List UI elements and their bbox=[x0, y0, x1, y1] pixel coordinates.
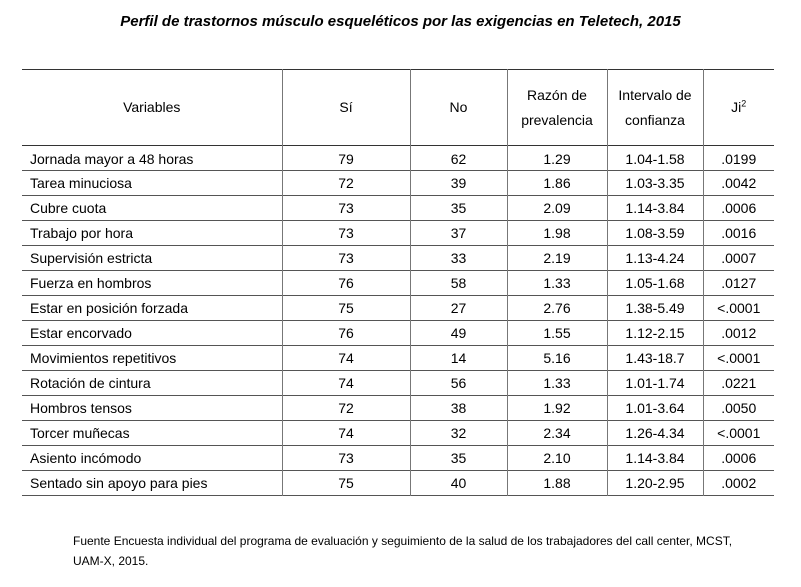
cell-intervalo: 1.08-3.59 bbox=[607, 221, 703, 246]
cell-variable: Rotación de cintura bbox=[22, 371, 282, 396]
source-line-1: Fuente Encuesta individual del programa de evaluación y seguimiento de la salud de los trabajadores del call center, MCST, bbox=[73, 534, 733, 548]
header-ji-superscript: 2 bbox=[741, 98, 747, 109]
cell-intervalo: 1.01-3.64 bbox=[607, 396, 703, 421]
cell-razon: 1.86 bbox=[507, 171, 607, 196]
cell-variable: Sentado sin apoyo para pies bbox=[22, 471, 282, 496]
cell-si: 72 bbox=[282, 396, 410, 421]
table-body bbox=[22, 146, 774, 496]
table-row bbox=[22, 346, 774, 371]
cell-si: 73 bbox=[282, 246, 410, 271]
cell-ji: .0199 bbox=[703, 146, 774, 171]
cell-si: 73 bbox=[282, 196, 410, 221]
cell-variable: Cubre cuota bbox=[22, 196, 282, 221]
cell-ji: .0006 bbox=[703, 446, 774, 471]
cell-variable: Jornada mayor a 48 horas bbox=[22, 146, 282, 171]
prevalence-table bbox=[22, 69, 774, 496]
cell-variable: Estar en posición forzada bbox=[22, 296, 282, 321]
cell-variable: Supervisión estricta bbox=[22, 246, 282, 271]
source-line-2: UAM-X, 2015. bbox=[73, 554, 149, 568]
header-ji-base: Ji bbox=[731, 99, 742, 115]
cell-ji: <.0001 bbox=[703, 421, 774, 446]
cell-ji: .0006 bbox=[703, 196, 774, 221]
cell-no: 37 bbox=[410, 221, 507, 246]
table-row bbox=[22, 171, 774, 196]
header-razon-line1: Razón de bbox=[527, 86, 587, 103]
cell-no: 40 bbox=[410, 471, 507, 496]
cell-ji: .0050 bbox=[703, 396, 774, 421]
cell-razon: 1.88 bbox=[507, 471, 607, 496]
cell-si: 73 bbox=[282, 221, 410, 246]
table-row bbox=[22, 371, 774, 396]
cell-ji: <.0001 bbox=[703, 346, 774, 371]
header-razon-line2: prevalencia bbox=[521, 111, 593, 128]
cell-ji: .0221 bbox=[703, 371, 774, 396]
cell-si: 72 bbox=[282, 171, 410, 196]
cell-razon: 1.33 bbox=[507, 371, 607, 396]
cell-si: 74 bbox=[282, 371, 410, 396]
cell-razon: 1.92 bbox=[507, 396, 607, 421]
cell-intervalo: 1.20-2.95 bbox=[607, 471, 703, 496]
cell-intervalo: 1.13-4.24 bbox=[607, 246, 703, 271]
cell-intervalo: 1.03-3.35 bbox=[607, 171, 703, 196]
cell-variable: Torcer muñecas bbox=[22, 421, 282, 446]
cell-intervalo: 1.12-2.15 bbox=[607, 321, 703, 346]
cell-razon: 1.33 bbox=[507, 271, 607, 296]
table-row bbox=[22, 271, 774, 296]
header-intervalo bbox=[607, 70, 703, 146]
cell-ji: .0007 bbox=[703, 246, 774, 271]
cell-variable: Hombros tensos bbox=[22, 396, 282, 421]
table-row bbox=[22, 446, 774, 471]
cell-si: 73 bbox=[282, 446, 410, 471]
cell-intervalo: 1.01-1.74 bbox=[607, 371, 703, 396]
cell-intervalo: 1.14-3.84 bbox=[607, 196, 703, 221]
header-intervalo-line1: Intervalo de bbox=[618, 86, 692, 103]
cell-si: 75 bbox=[282, 296, 410, 321]
table-row bbox=[22, 146, 774, 171]
cell-razon: 2.34 bbox=[507, 421, 607, 446]
source-note bbox=[73, 531, 773, 571]
cell-si: 75 bbox=[282, 471, 410, 496]
table-row bbox=[22, 396, 774, 421]
header-no: No bbox=[410, 70, 507, 146]
header-row bbox=[22, 70, 774, 146]
table-title: Perfil de trastornos músculo esqueléticos por las exigencias en Teletech, 2015 bbox=[120, 13, 681, 30]
cell-intervalo: 1.05-1.68 bbox=[607, 271, 703, 296]
cell-no: 35 bbox=[410, 196, 507, 221]
table-row bbox=[22, 421, 774, 446]
header-si: Sí bbox=[282, 70, 410, 146]
cell-ji: .0012 bbox=[703, 321, 774, 346]
cell-no: 35 bbox=[410, 446, 507, 471]
cell-intervalo: 1.26-4.34 bbox=[607, 421, 703, 446]
cell-si: 74 bbox=[282, 346, 410, 371]
cell-razon: 1.29 bbox=[507, 146, 607, 171]
cell-si: 76 bbox=[282, 271, 410, 296]
cell-si: 79 bbox=[282, 146, 410, 171]
cell-no: 33 bbox=[410, 246, 507, 271]
cell-no: 49 bbox=[410, 321, 507, 346]
table-row bbox=[22, 246, 774, 271]
cell-variable: Estar encorvado bbox=[22, 321, 282, 346]
cell-no: 56 bbox=[410, 371, 507, 396]
cell-intervalo: 1.38-5.49 bbox=[607, 296, 703, 321]
cell-razon: 2.10 bbox=[507, 446, 607, 471]
cell-no: 27 bbox=[410, 296, 507, 321]
cell-variable: Tarea minuciosa bbox=[22, 171, 282, 196]
cell-razon: 1.98 bbox=[507, 221, 607, 246]
cell-no: 38 bbox=[410, 396, 507, 421]
cell-ji: .0127 bbox=[703, 271, 774, 296]
header-ji bbox=[703, 70, 774, 146]
cell-razon: 1.55 bbox=[507, 321, 607, 346]
cell-ji: <.0001 bbox=[703, 296, 774, 321]
header-razon bbox=[507, 70, 607, 146]
cell-variable: Movimientos repetitivos bbox=[22, 346, 282, 371]
cell-intervalo: 1.04-1.58 bbox=[607, 146, 703, 171]
cell-no: 62 bbox=[410, 146, 507, 171]
cell-no: 32 bbox=[410, 421, 507, 446]
cell-ji: .0002 bbox=[703, 471, 774, 496]
table-row bbox=[22, 321, 774, 346]
cell-razon: 2.19 bbox=[507, 246, 607, 271]
cell-intervalo: 1.43-18.7 bbox=[607, 346, 703, 371]
cell-variable: Asiento incómodo bbox=[22, 446, 282, 471]
table-row bbox=[22, 296, 774, 321]
cell-intervalo: 1.14-3.84 bbox=[607, 446, 703, 471]
cell-no: 58 bbox=[410, 271, 507, 296]
table-row bbox=[22, 196, 774, 221]
cell-ji: .0016 bbox=[703, 221, 774, 246]
cell-no: 14 bbox=[410, 346, 507, 371]
table-row bbox=[22, 221, 774, 246]
cell-razon: 5.16 bbox=[507, 346, 607, 371]
cell-ji: .0042 bbox=[703, 171, 774, 196]
header-variables: Variables bbox=[22, 70, 282, 146]
cell-razon: 2.76 bbox=[507, 296, 607, 321]
header-intervalo-line2: confianza bbox=[625, 111, 685, 128]
cell-si: 74 bbox=[282, 421, 410, 446]
cell-no: 39 bbox=[410, 171, 507, 196]
cell-variable: Trabajo por hora bbox=[22, 221, 282, 246]
cell-razon: 2.09 bbox=[507, 196, 607, 221]
table-row bbox=[22, 471, 774, 496]
cell-si: 76 bbox=[282, 321, 410, 346]
cell-variable: Fuerza en hombros bbox=[22, 271, 282, 296]
